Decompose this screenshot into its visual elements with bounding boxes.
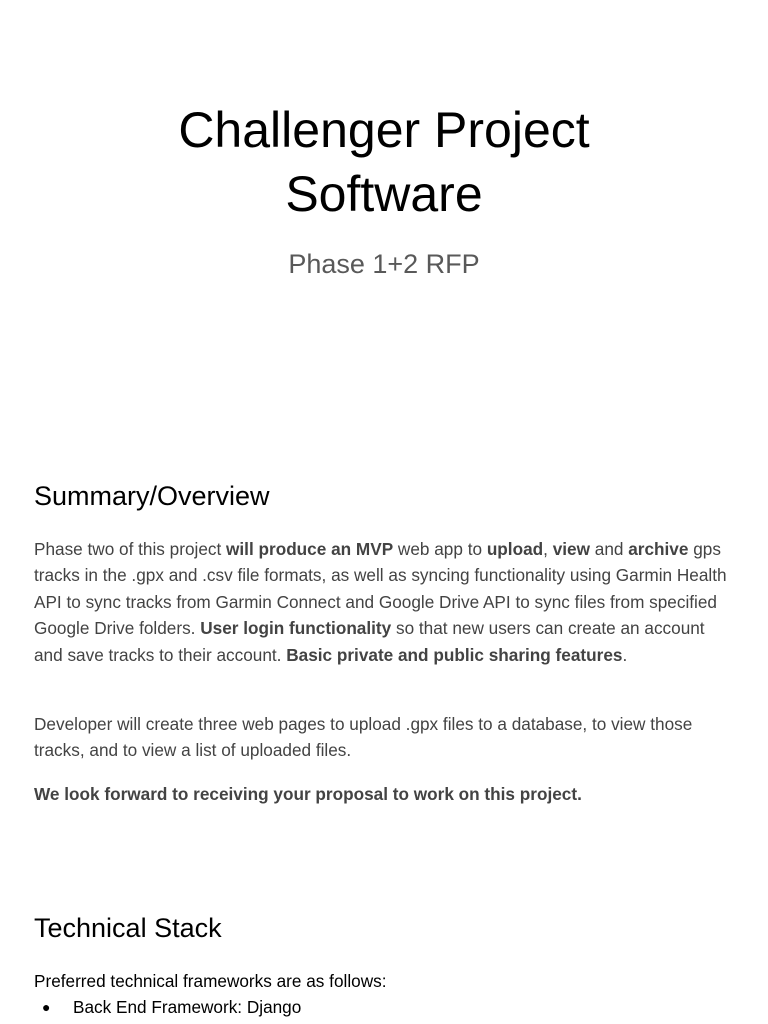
text-run: . [622,644,628,665]
bold-run: upload [486,539,544,559]
summary-paragraph-3: We look forward to receiving your proposal to work on this project. [34,784,582,804]
text-run: gps tracks in the .gpx and .csv file formats, as well as syncing functionality using Garmin Health API to sync tracks from Garmin Connect and Google Drive API to sync files from specified Google Drive folders. [34,539,727,639]
list-item [34,994,301,1020]
technical-stack-list [34,994,301,1020]
bold-run: view [552,539,590,559]
bold-run: will produce an MVP [226,539,394,559]
document-title [0,98,768,226]
technical-stack-intro: Preferred technical frameworks are as follows: [34,971,387,991]
text-run: so that new users can create an account and save tracks to their account. [34,618,705,665]
text-run: , [543,539,553,559]
summary-heading: Summary/Overview [34,481,270,511]
summary-paragraph-1 [34,536,734,668]
list-item-label: Back End Framework: Django [73,997,302,1017]
text-run: and [589,539,629,559]
title-line-1: Challenger Project [178,102,590,158]
title-line-2: Software [285,166,483,222]
text-run: web app to [393,539,487,559]
summary-paragraph-2: Developer will create three web pages to upload .gpx files to a database, to view those tracks, and to view a list of uploaded files. [34,714,693,761]
bold-run: User login functionality [200,618,392,639]
bullet-icon: ● [42,999,51,1015]
document-subtitle: Phase 1+2 RFP [288,249,480,279]
technical-stack-heading: Technical Stack [34,913,222,943]
bold-run: Basic private and public sharing features [286,644,623,665]
text-run: Phase two of this project [34,539,227,559]
bold-run: archive [628,539,689,559]
